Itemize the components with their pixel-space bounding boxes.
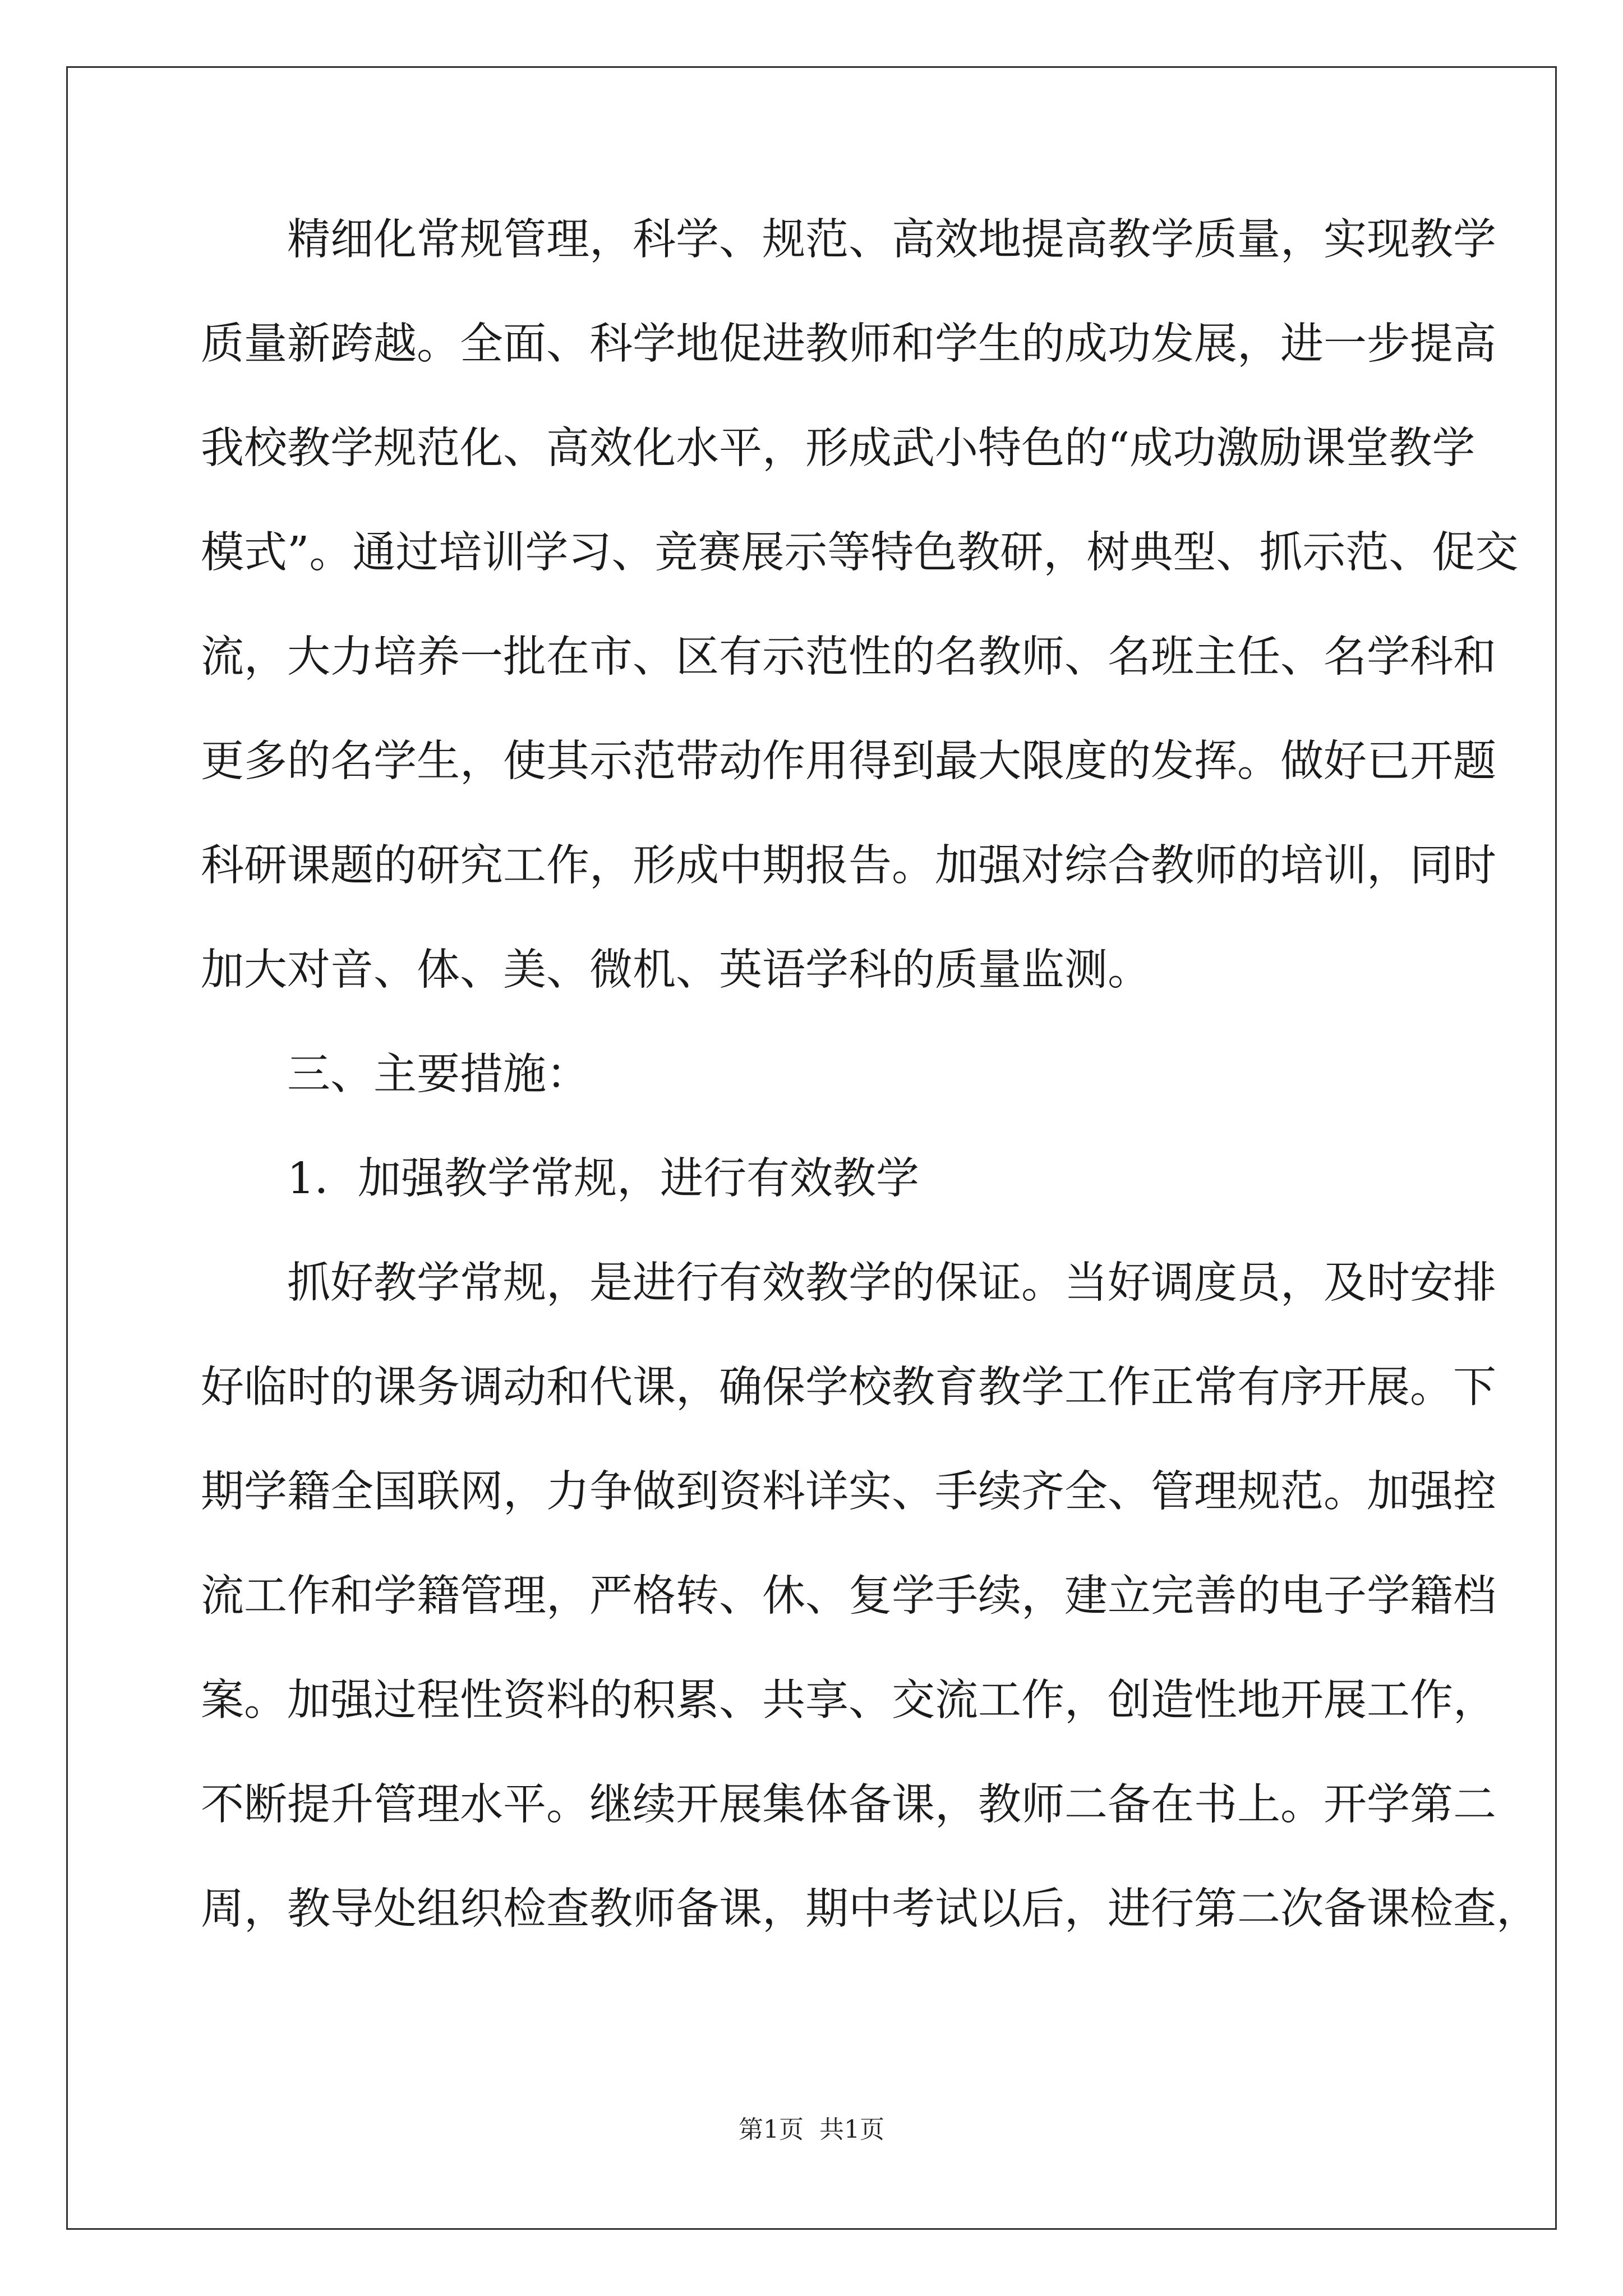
- paragraph-line: 流，大力培养一批在市、区有示范性的名教师、名班主任、名学科和: [201, 632, 1496, 682]
- section-heading: 三、主要措施：: [287, 1050, 589, 1099]
- total-pages-label: 共1页: [819, 2115, 884, 2144]
- paragraph-line: 我校教学规范化、高效化水平，形成武小特色的“成功激励课堂教学: [201, 424, 1476, 473]
- paragraph-line: 好临时的课务调动和代课，确保学校教育教学工作正常有序开展。下: [201, 1363, 1496, 1412]
- paragraph-line: 周，教导处组织检查教师备课，期中考试以后，进行第二次备课检查，: [201, 1884, 1539, 1934]
- page-footer: [0, 2109, 1623, 2145]
- paragraph-line: 更多的名学生，使其示范带动作用得到最大限度的发挥。做好已开题: [201, 737, 1496, 786]
- paragraph-line: 抓好教学常规，是进行有效教学的保证。当好调度员，及时安排: [287, 1258, 1496, 1308]
- paragraph-line: 模式”。通过培训学习、竞赛展示等特色教研，树典型、抓示范、促交: [201, 528, 1519, 578]
- paragraph-line: 不断提升管理水平。继续开展集体备课，教师二备在书上。开学第二: [201, 1780, 1496, 1830]
- subsection-heading: 1．加强教学常规，进行有效教学: [287, 1154, 919, 1204]
- paragraph-line: 期学籍全国联网，力争做到资料详实、手续齐全、管理规范。加强控: [201, 1467, 1496, 1517]
- paragraph-line: 案。加强过程性资料的积累、共享、交流工作，创造性地开展工作，: [201, 1676, 1496, 1726]
- current-page-label: 第1页: [739, 2115, 804, 2144]
- paragraph-line: 加大对音、体、美、微机、英语学科的质量监测。: [201, 945, 1151, 995]
- paragraph-line: 精细化常规管理，科学、规范、高效地提高教学质量，实现教学: [287, 215, 1496, 265]
- paragraph-line: 流工作和学籍管理，严格转、休、复学手续，建立完善的电子学籍档: [201, 1571, 1496, 1621]
- paragraph-line: 质量新跨越。全面、科学地促进教师和学生的成功发展，进一步提高: [201, 319, 1496, 369]
- paragraph-line: 科研课题的研究工作，形成中期报告。加强对综合教师的培训，同时: [201, 841, 1496, 891]
